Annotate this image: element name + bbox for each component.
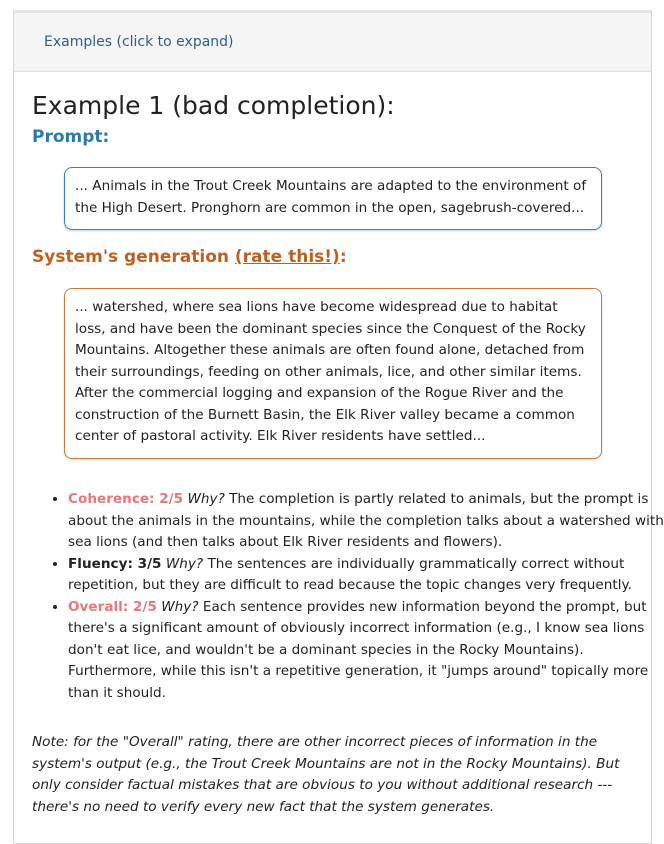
generation-box: ... watershed, where sea lions have become widespread due to habitat loss, and have been the dominant species since the Conquest of the Rocky Mountains. Altogether these animals are often found alone, detached from their surroundings, feeding on other animals, lice, and other similar items. After the commercial logging and expansion of the Rogue River and the construction of the Burnett Basin, the Elk River valley became a common center of pastoral activity. Elk River residents have settled... [64, 288, 602, 459]
fluency-score: Fluency: 3/5 [68, 555, 162, 572]
prompt-box: ... Animals in the Trout Creek Mountains are adapted to the environment of the High Desert. Pronghorn are common in the open, sagebrush-covered... [64, 167, 602, 230]
generation-label-prefix: System's generation [32, 247, 235, 267]
fluency-text: The sentences are individually grammatically correct without repetition, but they are difficult to read because the topic changes very frequently. [68, 555, 632, 593]
examples-panel [13, 10, 664, 844]
rate-this-link[interactable]: (rate this!) [234, 247, 340, 267]
fluency-why: Why? [165, 555, 204, 572]
coherence-score: Coherence: 2/5 [68, 491, 184, 507]
rating-fluency [68, 554, 664, 597]
expand-examples-link[interactable]: Examples (click to expand) [44, 34, 234, 50]
ratings-list [32, 489, 664, 704]
example-title: Example 1 (bad completion): [32, 91, 395, 120]
coherence-why: Why? [187, 491, 225, 507]
rating-coherence [68, 489, 664, 554]
coherence-text: The completion is partly related to animals, but the prompt is about the animals in the mountains, while the completion talks about a watershed with sea lions (and then talks about Elk River residents and flowers). [68, 491, 664, 550]
prompt-label: Prompt: [32, 127, 110, 147]
generation-label-suffix: : [339, 247, 347, 267]
overall-why: Why? [161, 598, 199, 615]
generation-label [32, 247, 347, 267]
overall-text: Each sentence provides new information beyond the prompt, but there's a significant amount of obviously incorrect information (e.g., I know sea lions don't eat lice, and wouldn't be a dominant species in the Rocky Mountains). Furthermore, while this isn't a repetitive generation, it "jumps around" topically more than it should. [68, 598, 649, 701]
overall-score: Overall: 2/5 [68, 598, 157, 615]
examples-header[interactable] [14, 13, 651, 72]
overall-note: Note: for the "Overall" rating, there are other incorrect pieces of information in the system's output (e.g., the Trout Creek Mountains are not in the Rocky Mountains). But only consider factual mistakes that are obvious to you without additional research --- there's no need to verify every new fact that the system generates. [32, 734, 620, 815]
rating-overall [68, 597, 664, 705]
